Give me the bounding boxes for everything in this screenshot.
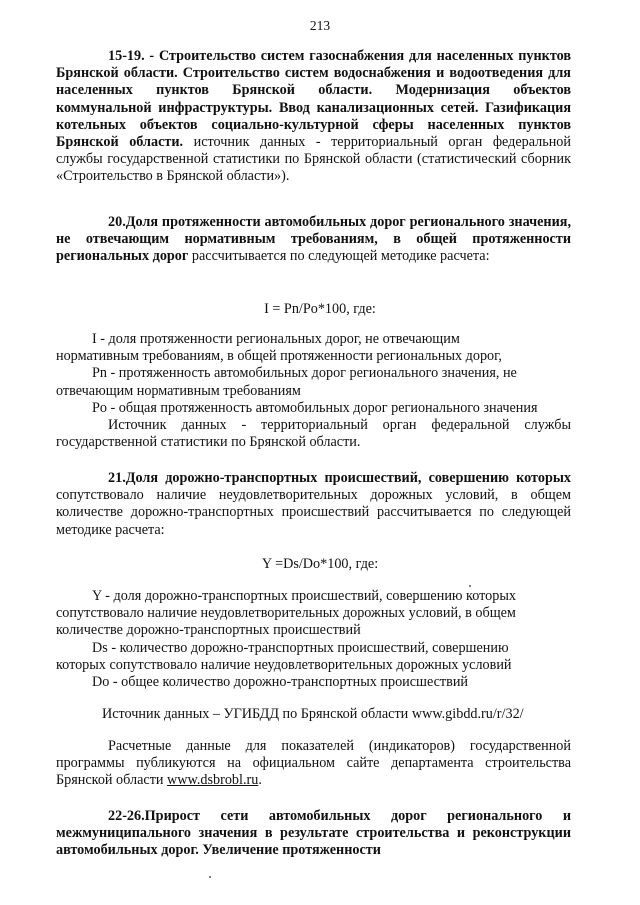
page-number: 213 <box>309 18 331 33</box>
section-22-26 <box>56 808 571 860</box>
formula-i: I = Pn/Po*100, где: <box>264 301 376 317</box>
section-21-method: сопутствовало наличие неудовлетворительных дорожных условий, в общем количестве дорожно-транспортных происшествий рассчитывается по следующей методике расчета: <box>56 487 571 538</box>
section-20 <box>56 214 571 266</box>
section-22-26-heading: 22-26.Прирост сети автомобильных дорог регионального и межмуниципального значения в результате строительства и реконструкции автомобильных дорог. Увеличение протяженности <box>56 808 571 859</box>
definition-y-line-1: Y - доля дорожно-транспортных происшествий, совершению которых <box>92 588 516 604</box>
section-15-19 <box>56 48 571 186</box>
section-20-heading: 20.Доля протяженности автомобильных дорог регионального значения, не отвечающим нормативным требованиям, в общей протяженности региональных дорог <box>56 214 571 265</box>
dsbrobl-link[interactable]: www.dsbrobl.ru <box>167 772 259 789</box>
scan-speck <box>209 876 211 878</box>
publication-note <box>56 738 571 790</box>
definition-i-line-1: I - доля протяженности региональных дорог, не отвечающим <box>92 331 460 347</box>
definition-pn-line-1: Pn - протяженность автомобильных дорог регионального значения, не <box>92 365 517 382</box>
definition-y-line-3: количестве дорожно-транспортных происшествий <box>56 622 361 639</box>
definition-i-line-2: нормативным требованиям, в общей протяженности региональных дорог, <box>56 348 502 365</box>
section-20-definitions <box>56 331 571 417</box>
section-21-source: Источник данных – УГИБДД по Брянской области www.gibdd.ru/r/32/ <box>102 706 524 722</box>
publication-note-end: . <box>258 772 262 789</box>
section-15-19-source: источник данных - территориальный орган федеральной службы государственной статистики по Брянской области (статистический сборник «Строительство в Брянской области»). <box>56 134 571 185</box>
definition-ds-line-2: которых сопутствовало наличие неудовлетворительных дорожных условий <box>56 656 512 673</box>
definition-ds-line-1: Ds - количество дорожно-транспортных происшествий, совершению <box>92 639 509 656</box>
formula-y: Y =Ds/Do*100, где: <box>261 556 379 572</box>
section-15-19-heading: 15-19. - Строительство систем газоснабжения для населенных пунктов Брянской области. Строительство систем водоснабжения и водоотведения для населенных пунктов Брянской области. Модернизация объектов коммунальной инфраструктуры. Ввод канализационных сетей. Газификация котельных объектов социально-культурной сферы населенных пунктов Брянской области. <box>56 48 571 151</box>
definition-y-line-2: сопутствовало наличие неудовлетворительных дорожных условий, в общем <box>56 605 516 622</box>
section-20-source: Источник данных - территориальный орган федеральной службы государственной статистики по Брянской области. <box>56 417 571 451</box>
definition-pn-line-2: отвечающим нормативным требованиям <box>56 382 301 399</box>
section-20-method: рассчитывается по следующей методике расчета: <box>188 248 490 265</box>
definition-do: Do - общее количество дорожно-транспортных происшествий <box>92 674 469 691</box>
scan-speck <box>469 585 471 587</box>
section-21 <box>56 470 571 539</box>
section-21-heading: 21.Доля дорожно-транспортных происшествий, совершению которых <box>108 470 571 486</box>
publication-note-text: Расчетные данные для показателей (индикаторов) государственной программы публикуются на официальном сайте департамента строительства Брянской области <box>56 738 571 789</box>
definition-po: Po - общая протяженность автомобильных дорог регионального значения <box>92 399 538 416</box>
section-21-definitions <box>56 588 571 691</box>
